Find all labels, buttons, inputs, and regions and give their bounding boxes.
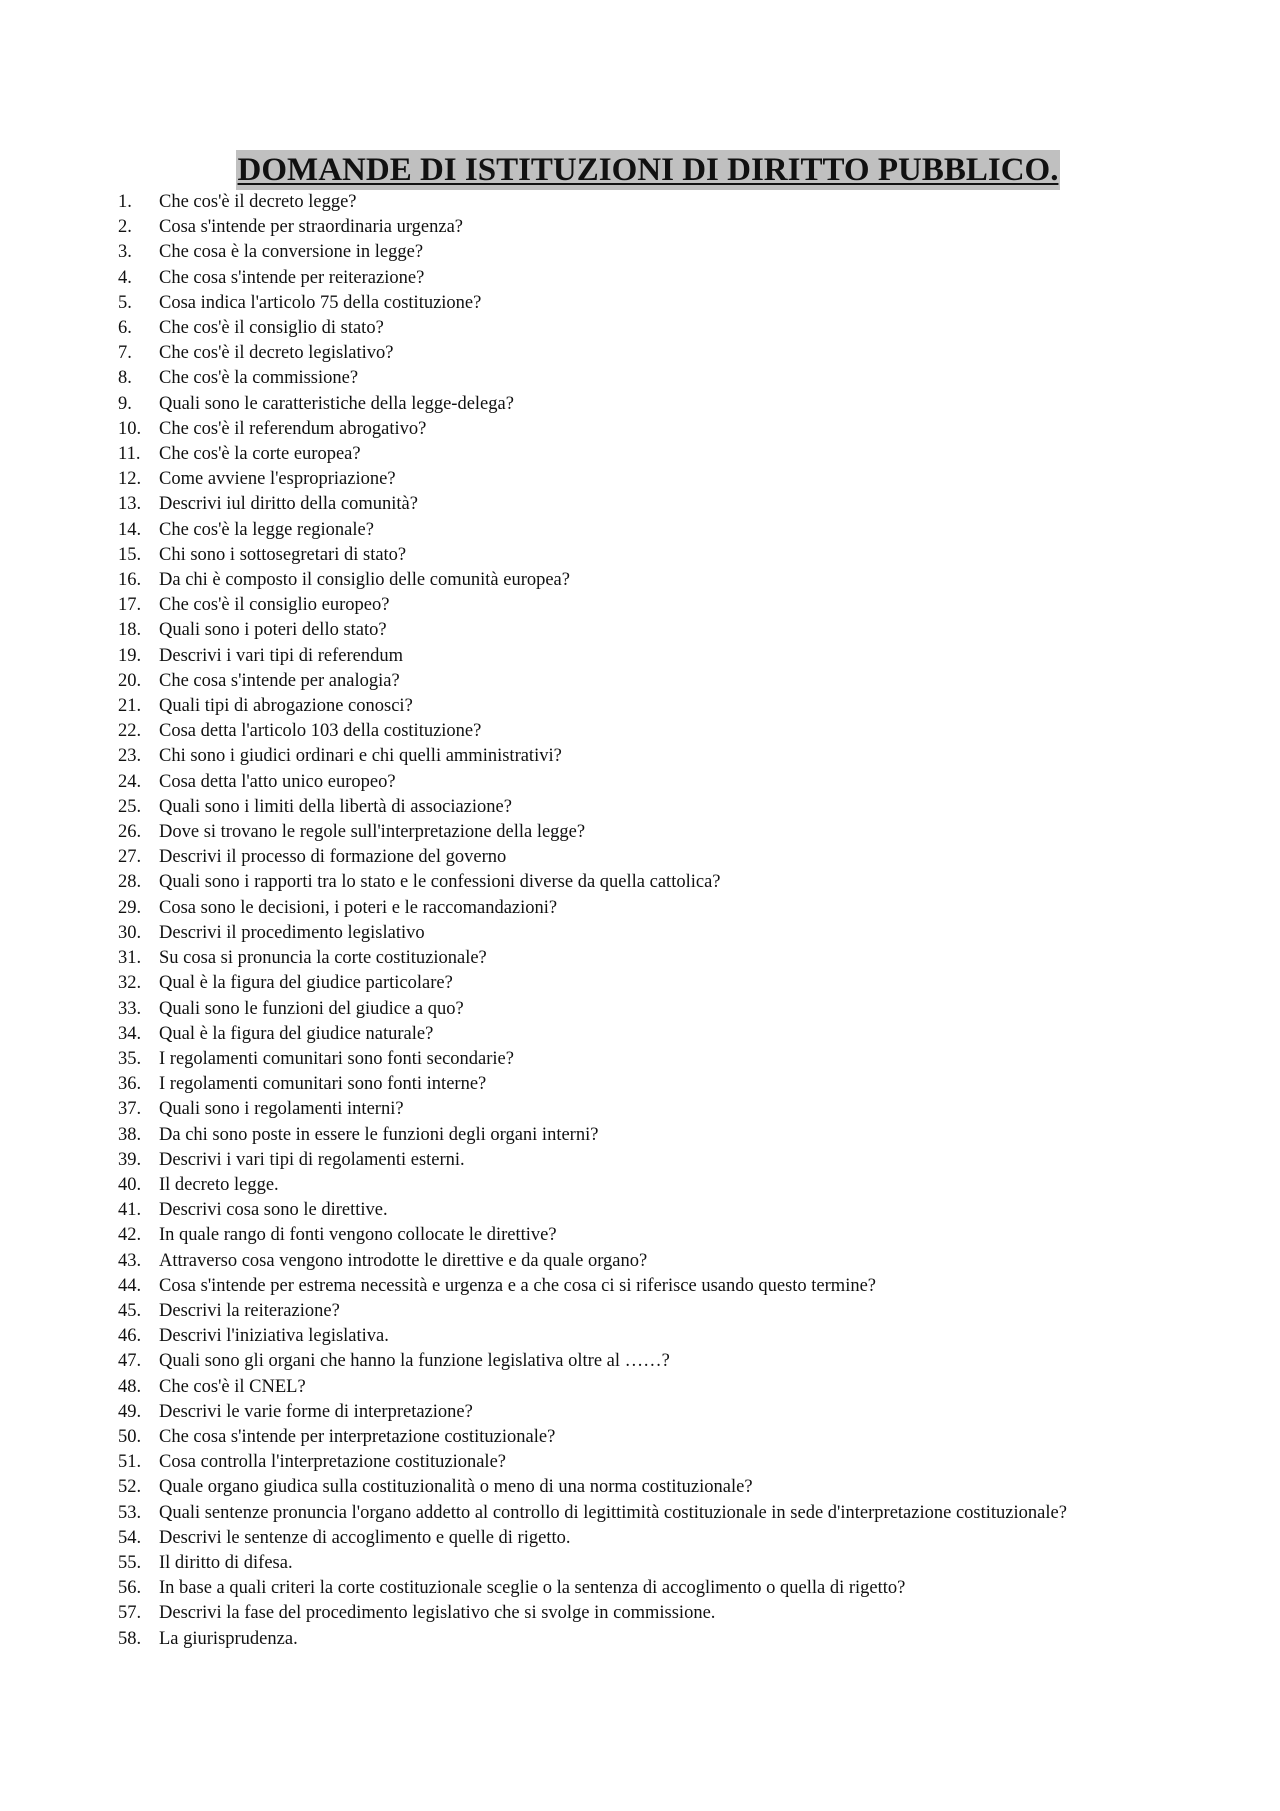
- question-item: [118, 291, 1128, 316]
- question-text: Che cos'è la corte europea?: [159, 444, 361, 465]
- question-item: [118, 1475, 1128, 1500]
- question-number: 2.: [118, 217, 132, 238]
- question-number: 49.: [118, 1401, 142, 1422]
- question-item: [118, 215, 1128, 240]
- question-text: Su cosa si pronuncia la corte costituzionale?: [159, 948, 487, 969]
- question-item: [118, 896, 1128, 921]
- question-number: 39.: [118, 1149, 142, 1170]
- title-wrapper: [0, 150, 1280, 190]
- question-item: [118, 1148, 1128, 1173]
- question-item: [118, 1173, 1128, 1198]
- question-item: [118, 1072, 1128, 1097]
- question-item: [118, 1047, 1128, 1072]
- question-text: Il diritto di difesa.: [159, 1552, 293, 1573]
- question-number: 12.: [118, 469, 142, 490]
- question-item: [118, 593, 1128, 618]
- question-text: Descrivi la fase del procedimento legislativo che si svolge in commissione.: [159, 1603, 716, 1624]
- question-number: 28.: [118, 872, 142, 893]
- question-text: In base a quali criteri la corte costituzionale sceglie o la sentenza di accoglimento o quella di rigetto?: [159, 1578, 906, 1599]
- question-number: 10.: [118, 418, 142, 439]
- question-item: [118, 266, 1128, 291]
- question-item: [118, 1526, 1128, 1551]
- question-text: Che cos'è la commissione?: [159, 368, 359, 389]
- question-item: [118, 1375, 1128, 1400]
- question-number: 37.: [118, 1099, 142, 1120]
- question-text: Quali tipi di abrogazione conosci?: [159, 696, 413, 717]
- question-text: Cosa detta l'atto unico europeo?: [159, 771, 396, 792]
- question-item: [118, 1501, 1128, 1526]
- question-number: 31.: [118, 948, 142, 969]
- question-item: [118, 1450, 1128, 1475]
- question-text: Che cos'è il decreto legislativo?: [159, 343, 394, 364]
- question-text: Attraverso cosa vengono introdotte le direttive e da quale organo?: [159, 1250, 648, 1271]
- question-text: Cosa s'intende per estrema necessità e urgenza e a che cosa ci si riferisce usando questo termine?: [159, 1275, 877, 1296]
- question-text: Chi sono i sottosegretari di stato?: [159, 544, 407, 565]
- question-number: 9.: [118, 393, 132, 414]
- question-text: Che cos'è il consiglio di stato?: [159, 318, 384, 339]
- question-number: 38.: [118, 1124, 142, 1145]
- question-number: 17.: [118, 595, 142, 616]
- question-item: [118, 1249, 1128, 1274]
- question-number: 33.: [118, 998, 142, 1019]
- question-text: Qual è la figura del giudice particolare?: [159, 973, 453, 994]
- question-number: 32.: [118, 973, 142, 994]
- question-text: Descrivi i vari tipi di regolamenti esterni.: [159, 1149, 465, 1170]
- question-text: Descrivi cosa sono le direttive.: [159, 1200, 388, 1221]
- question-text: Che cosa s'intende per interpretazione costituzionale?: [159, 1426, 556, 1447]
- question-text: I regolamenti comunitari sono fonti interne?: [159, 1074, 487, 1095]
- question-item: [118, 1324, 1128, 1349]
- question-item: [118, 946, 1128, 971]
- question-item: [118, 442, 1128, 467]
- question-item: [118, 669, 1128, 694]
- question-number: 46.: [118, 1326, 142, 1347]
- question-text: Descrivi l'iniziativa legislativa.: [159, 1326, 389, 1347]
- question-number: 40.: [118, 1174, 142, 1195]
- question-number: 6.: [118, 318, 132, 339]
- question-item: [118, 795, 1128, 820]
- question-text: Che cos'è il decreto legge?: [159, 192, 357, 212]
- question-item: [118, 316, 1128, 341]
- question-item: [118, 1123, 1128, 1148]
- question-text: Qual è la figura del giudice naturale?: [159, 1023, 434, 1044]
- document-title: DOMANDE DI ISTITUZIONI DI DIRITTO PUBBLICO.: [237, 152, 1059, 188]
- question-item: [118, 190, 1128, 215]
- question-text: Cosa sono le decisioni, i poteri e le raccomandazioni?: [159, 897, 558, 918]
- question-text: Cosa indica l'articolo 75 della costituzione?: [159, 292, 482, 313]
- question-item: [118, 341, 1128, 366]
- question-number: 36.: [118, 1074, 142, 1095]
- question-text: Quali sono i poteri dello stato?: [159, 620, 387, 641]
- question-number: 48.: [118, 1376, 142, 1397]
- question-item: [118, 770, 1128, 795]
- question-number: 44.: [118, 1275, 142, 1296]
- question-number: 34.: [118, 1023, 142, 1044]
- question-number: 11.: [118, 444, 141, 465]
- question-text: Quali sentenze pronuncia l'organo addetto al controllo di legittimità costituzionale in sede d'interpretazione costituzionale?: [159, 1502, 1067, 1523]
- question-item: [118, 492, 1128, 517]
- question-number: 56.: [118, 1578, 142, 1599]
- question-number: 45.: [118, 1300, 142, 1321]
- question-number: 52.: [118, 1477, 142, 1498]
- question-number: 3.: [118, 242, 132, 263]
- question-text: Cosa controlla l'interpretazione costituzionale?: [159, 1452, 506, 1473]
- question-text: Descrivi le sentenze di accoglimento e quelle di rigetto.: [159, 1527, 571, 1548]
- question-text: Descrivi il procedimento legislativo: [159, 922, 425, 943]
- question-item: [118, 1299, 1128, 1324]
- question-text: Che cos'è il referendum abrogativo?: [159, 418, 427, 439]
- question-item: [118, 1576, 1128, 1601]
- question-text: In quale rango di fonti vengono collocate le direttive?: [159, 1225, 557, 1246]
- question-number: 14.: [118, 519, 142, 540]
- question-item: [118, 719, 1128, 744]
- question-text: I regolamenti comunitari sono fonti secondarie?: [159, 1048, 514, 1069]
- question-text: Quali sono le caratteristiche della legge-delega?: [159, 393, 514, 414]
- question-item: [118, 845, 1128, 870]
- question-item: [118, 1274, 1128, 1299]
- question-item: [118, 467, 1128, 492]
- question-item: [118, 694, 1128, 719]
- question-text: Quali sono le funzioni del giudice a quo?: [159, 998, 464, 1019]
- question-text: Da chi è composto il consiglio delle comunità europea?: [159, 570, 570, 591]
- question-number: 16.: [118, 570, 142, 591]
- question-item: [118, 417, 1128, 442]
- question-text: Che cos'è il consiglio europeo?: [159, 595, 390, 616]
- question-number: 21.: [118, 696, 142, 717]
- question-item: [118, 1022, 1128, 1047]
- question-text: Che cosa s'intende per analogia?: [159, 670, 400, 691]
- question-item: [118, 1097, 1128, 1122]
- question-number: 41.: [118, 1200, 142, 1221]
- question-number: 25.: [118, 796, 142, 817]
- question-item: [118, 870, 1128, 895]
- question-text: Descrivi iul diritto della comunità?: [159, 494, 418, 515]
- question-number: 42.: [118, 1225, 142, 1246]
- question-number: 54.: [118, 1527, 142, 1548]
- question-list: [118, 190, 1128, 1652]
- question-item: [118, 518, 1128, 543]
- question-number: 18.: [118, 620, 142, 641]
- question-number: 43.: [118, 1250, 142, 1271]
- question-number: 58.: [118, 1628, 142, 1649]
- question-number: 53.: [118, 1502, 142, 1523]
- question-number: 20.: [118, 670, 142, 691]
- question-number: 4.: [118, 267, 132, 288]
- question-item: [118, 240, 1128, 265]
- question-item: [118, 618, 1128, 643]
- question-item: [118, 1425, 1128, 1450]
- question-item: [118, 568, 1128, 593]
- question-text: Quali sono i limiti della libertà di associazione?: [159, 796, 512, 817]
- question-number: 1.: [118, 192, 132, 212]
- question-number: 23.: [118, 746, 142, 767]
- question-item: [118, 1551, 1128, 1576]
- question-text: Il decreto legge.: [159, 1174, 279, 1195]
- question-item: [118, 366, 1128, 391]
- question-text: Descrivi i vari tipi di referendum: [159, 645, 404, 666]
- question-text: Chi sono i giudici ordinari e chi quelli amministrativi?: [159, 746, 562, 767]
- question-item: [118, 921, 1128, 946]
- question-item: [118, 744, 1128, 769]
- question-item: [118, 1400, 1128, 1425]
- question-number: 19.: [118, 645, 142, 666]
- question-number: 57.: [118, 1603, 142, 1624]
- question-item: [118, 1627, 1128, 1652]
- question-text: Che cosa s'intende per reiterazione?: [159, 267, 425, 288]
- question-text: Descrivi la reiterazione?: [159, 1300, 340, 1321]
- question-number: 26.: [118, 822, 142, 843]
- question-text: Quali sono i rapporti tra lo stato e le confessioni diverse da quella cattolica?: [159, 872, 721, 893]
- question-number: 50.: [118, 1426, 142, 1447]
- question-text: Come avviene l'espropriazione?: [159, 469, 396, 490]
- question-text: Che cos'è il CNEL?: [159, 1376, 306, 1397]
- question-number: 30.: [118, 922, 142, 943]
- question-number: 22.: [118, 721, 142, 742]
- question-number: 29.: [118, 897, 142, 918]
- question-text: Che cosa è la conversione in legge?: [159, 242, 424, 263]
- question-number: 24.: [118, 771, 142, 792]
- question-number: 47.: [118, 1351, 142, 1372]
- question-number: 8.: [118, 368, 132, 389]
- question-number: 15.: [118, 544, 142, 565]
- question-text: Quali sono gli organi che hanno la funzione legislativa oltre al ……?: [159, 1351, 670, 1372]
- question-number: 13.: [118, 494, 142, 515]
- question-item: [118, 543, 1128, 568]
- question-text: Che cos'è la legge regionale?: [159, 519, 374, 540]
- question-item: [118, 1601, 1128, 1626]
- question-text: Dove si trovano le regole sull'interpretazione della legge?: [159, 822, 586, 843]
- question-text: Quali sono i regolamenti interni?: [159, 1099, 404, 1120]
- question-number: 55.: [118, 1552, 142, 1573]
- question-number: 27.: [118, 847, 142, 868]
- question-text: Cosa detta l'articolo 103 della costituzione?: [159, 721, 482, 742]
- question-number: 5.: [118, 292, 132, 313]
- question-number: 35.: [118, 1048, 142, 1069]
- question-item: [118, 1223, 1128, 1248]
- question-item: [118, 971, 1128, 996]
- question-number: 51.: [118, 1452, 142, 1473]
- question-number: 7.: [118, 343, 132, 364]
- question-item: [118, 644, 1128, 669]
- question-text: Descrivi le varie forme di interpretazione?: [159, 1401, 473, 1422]
- question-item: [118, 1349, 1128, 1374]
- question-item: [118, 820, 1128, 845]
- question-item: [118, 1198, 1128, 1223]
- question-text: Cosa s'intende per straordinaria urgenza?: [159, 217, 464, 238]
- question-text: Descrivi il processo di formazione del governo: [159, 847, 507, 868]
- question-item: [118, 392, 1128, 417]
- question-text: Quale organo giudica sulla costituzionalità o meno di una norma costituzionale?: [159, 1477, 753, 1498]
- question-text: La giurisprudenza.: [159, 1628, 298, 1649]
- question-item: [118, 997, 1128, 1022]
- question-text: Da chi sono poste in essere le funzioni degli organi interni?: [159, 1124, 599, 1145]
